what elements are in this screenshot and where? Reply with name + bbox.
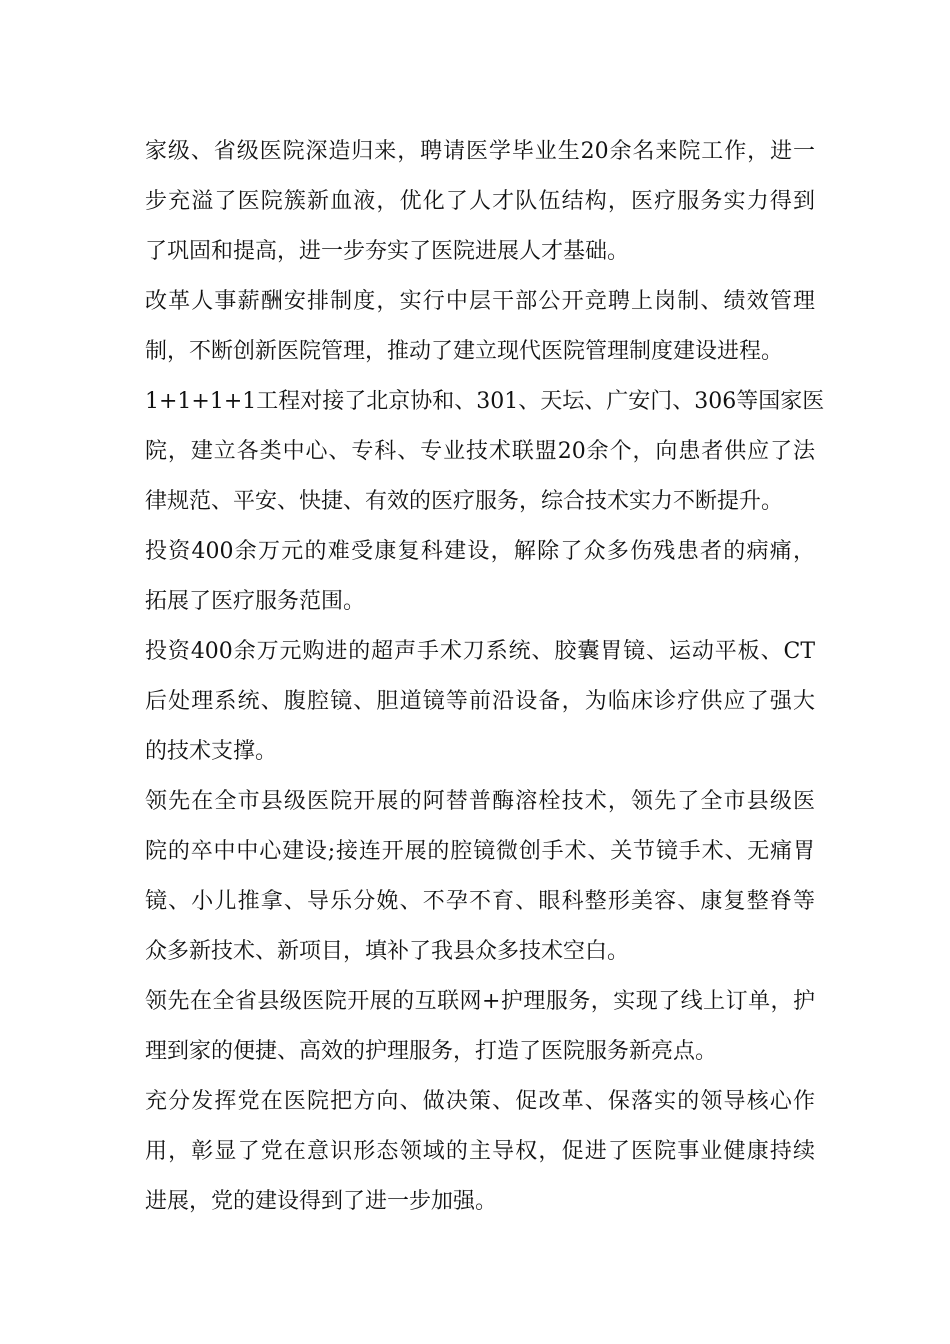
paragraph-3-line-2: 院，建立各类中心、专科、专业技术联盟20余个，向患者供应了法: [145, 439, 815, 464]
paragraph-7-line-1: 领先在全省县级医院开展的互联网+护理服务，实现了线上订单，护: [145, 989, 815, 1014]
paragraph-7-line-2: 理到家的便捷、高效的护理服务，打造了医院服务新亮点。: [145, 1039, 718, 1064]
paragraph-5-line-1: 投资400余万元购进的超声手术刀系统、胶囊胃镜、运动平板、CT: [145, 639, 815, 664]
paragraph-1-line-3: 了巩固和提高，进一步夯实了医院进展人才基础。: [145, 239, 630, 264]
paragraph-8-line-1: 充分发挥党在医院把方向、做决策、促改革、保落实的领导核心作: [145, 1089, 815, 1114]
paragraph-5-line-3: 的技术支撑。: [145, 739, 278, 764]
paragraph-4-line-2: 拓展了医疗服务范围。: [145, 589, 366, 614]
paragraph-3-line-3: 律规范、平安、快捷、有效的医疗服务，综合技术实力不断提升。: [145, 489, 784, 514]
paragraph-3-line-1: 1+1+1+1工程对接了北京协和、301、天坛、广安门、306等国家医: [145, 389, 825, 414]
paragraph-2-line-1: 改革人事薪酬安排制度，实行中层干部公开竞聘上岗制、绩效管理: [145, 289, 815, 314]
paragraph-6-line-3: 镜、小儿推拿、导乐分娩、不孕不育、眼科整形美容、康复整脊等: [145, 889, 815, 914]
paragraph-8-line-2: 用，彰显了党在意识形态领域的主导权，促进了医院事业健康持续: [145, 1139, 815, 1164]
paragraph-1-line-2: 步充溢了医院簇新血液，优化了人才队伍结构，医疗服务实力得到: [145, 189, 815, 214]
paragraph-6-line-4: 众多新技术、新项目，填补了我县众多技术空白。: [145, 939, 630, 964]
paragraph-2-line-2: 制，不断创新医院管理，推动了建立现代医院管理制度建设进程。: [145, 339, 784, 364]
paragraph-6-line-1: 领先在全市县级医院开展的阿替普酶溶栓技术，领先了全市县级医: [145, 789, 815, 814]
paragraph-6-line-2: 院的卒中中心建设;接连开展的腔镜微创手术、关节镜手术、无痛胃: [145, 839, 815, 864]
paragraph-4-line-1: 投资400余万元的难受康复科建设，解除了众多伤残患者的病痛，: [145, 539, 815, 564]
paragraph-5-line-2: 后处理系统、腹腔镜、胆道镜等前沿设备，为临床诊疗供应了强大: [145, 689, 815, 714]
paragraph-8-line-3: 进展，党的建设得到了进一步加强。: [145, 1189, 498, 1214]
paragraph-1-line-1: 家级、省级医院深造归来，聘请医学毕业生20余名来院工作，进一: [145, 139, 815, 164]
